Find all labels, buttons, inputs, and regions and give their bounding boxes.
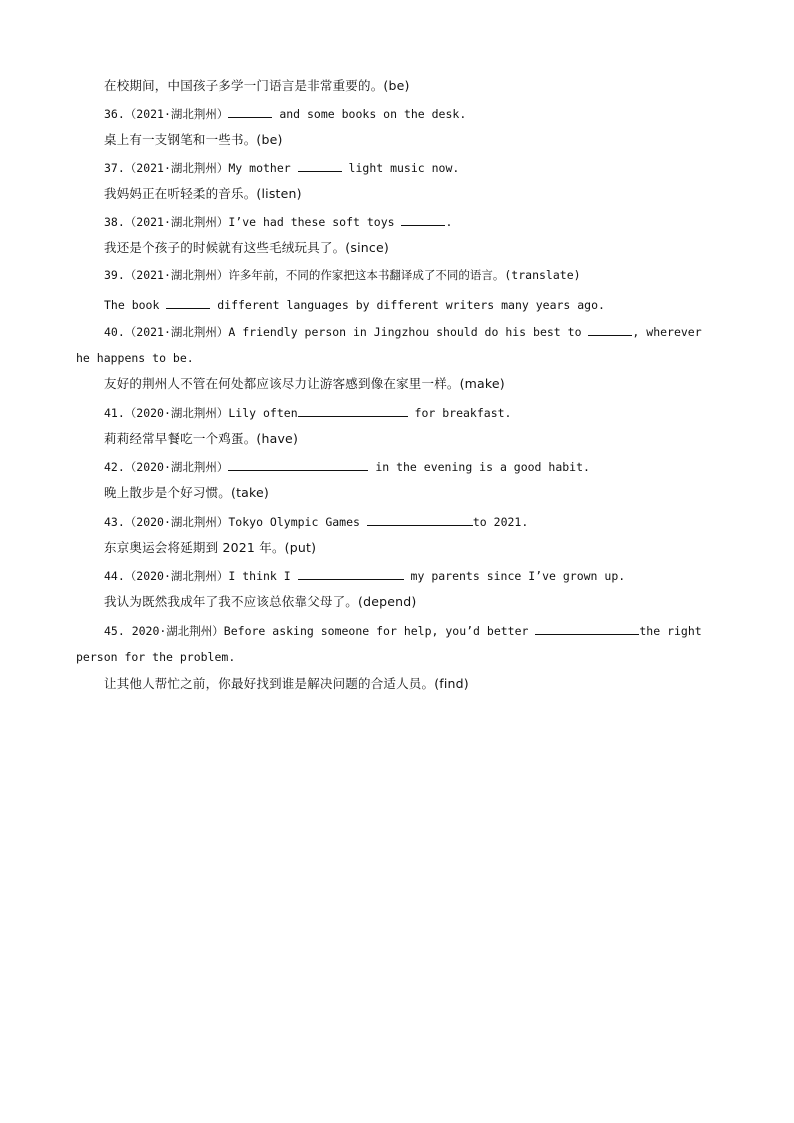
question-44	[104, 567, 625, 584]
question-38	[104, 213, 452, 230]
translation-line	[104, 78, 410, 94]
line-text: 在校期间，中国孩子多学一门语言是非常重要的。(be)	[104, 78, 410, 93]
line-text: 我妈妈正在听轻柔的音乐。(listen)	[104, 186, 302, 201]
question-suffix: in the evening is a good habit.	[368, 460, 590, 474]
question-prefix: 42.（2020·湖北荆州）	[104, 460, 229, 474]
question-36	[104, 105, 466, 122]
line-text: 我认为既然我成年了我不应该总依靠父母了。(depend)	[104, 594, 417, 609]
question-40	[104, 323, 702, 340]
answer-blank[interactable]	[228, 458, 368, 471]
question-prefix: 41.（2020·湖北荆州）Lily often	[104, 406, 298, 420]
answer-blank[interactable]	[298, 404, 408, 417]
line-text: 我还是个孩子的时候就有这些毛绒玩具了。(since)	[104, 240, 389, 255]
question-39-english	[104, 296, 605, 313]
translation-line	[104, 240, 389, 256]
question-41	[104, 404, 511, 421]
translation-line	[104, 676, 469, 692]
translation-line	[104, 431, 298, 447]
line-text: 友好的荆州人不管在何处都应该尽力让游客感到像在家里一样。(make)	[104, 376, 505, 391]
question-40-continued	[76, 350, 194, 366]
question-39	[104, 267, 581, 283]
question-prefix: 43.（2020·湖北荆州）Tokyo Olympic Games	[104, 515, 367, 529]
question-prefix: The book	[104, 298, 167, 312]
question-suffix: , wherever	[632, 325, 702, 339]
answer-blank[interactable]	[228, 105, 272, 118]
question-suffix: different languages by different writers many years ago.	[210, 298, 605, 312]
line-text: he happens to be.	[76, 351, 194, 365]
line-text: 39.（2021·湖北荆州）许多年前，不同的作家把这本书翻译成了不同的语言。(translate)	[104, 268, 581, 282]
question-prefix: 45. 2020·湖北荆州）Before asking someone for help, you’d better	[104, 624, 536, 638]
question-prefix: 36.（2021·湖北荆州）	[104, 107, 229, 121]
question-prefix: 40.（2021·湖北荆州）A friendly person in Jingzhou should do his best to	[104, 325, 589, 339]
question-suffix: for breakfast.	[407, 406, 512, 420]
translation-line	[104, 132, 283, 148]
line-text: 桌上有一支钢笔和一些书。(be)	[104, 132, 283, 147]
question-45	[104, 622, 702, 639]
answer-blank[interactable]	[535, 622, 639, 635]
answer-blank[interactable]	[401, 213, 445, 226]
answer-blank[interactable]	[298, 159, 342, 172]
question-suffix: .	[445, 215, 453, 229]
answer-blank[interactable]	[298, 567, 404, 580]
line-text: 莉莉经常早餐吃一个鸡蛋。(have)	[104, 431, 299, 446]
translation-line	[104, 186, 302, 202]
question-prefix: 37.（2021·湖北荆州）My mother	[104, 161, 298, 175]
translation-line	[104, 594, 416, 610]
question-suffix: to 2021.	[472, 515, 529, 529]
question-suffix: the right	[639, 624, 702, 638]
line-text: 让其他人帮忙之前，你最好找到谁是解决问题的合适人员。(find)	[104, 676, 469, 691]
question-prefix: 44.（2020·湖北荆州）I think I	[104, 569, 298, 583]
question-suffix: my parents since I’ve grown up.	[403, 569, 626, 583]
question-prefix: 38.（2021·湖北荆州）I’ve had these soft toys	[104, 215, 402, 229]
translation-line	[104, 485, 269, 501]
line-text: 东京奥运会将延期到 2021 年。(put)	[104, 540, 317, 555]
answer-blank[interactable]	[166, 296, 210, 309]
line-text: person for the problem.	[76, 650, 236, 664]
question-37	[104, 159, 459, 176]
question-45-continued	[76, 649, 235, 665]
answer-blank[interactable]	[367, 513, 473, 526]
translation-line	[104, 540, 316, 556]
question-43	[104, 513, 528, 530]
question-suffix: and some books on the desk.	[272, 107, 467, 121]
line-text: 晚上散步是个好习惯。(take)	[104, 485, 269, 500]
translation-line	[104, 376, 505, 392]
question-42	[104, 458, 590, 475]
question-suffix: light music now.	[341, 161, 460, 175]
answer-blank[interactable]	[588, 323, 632, 336]
